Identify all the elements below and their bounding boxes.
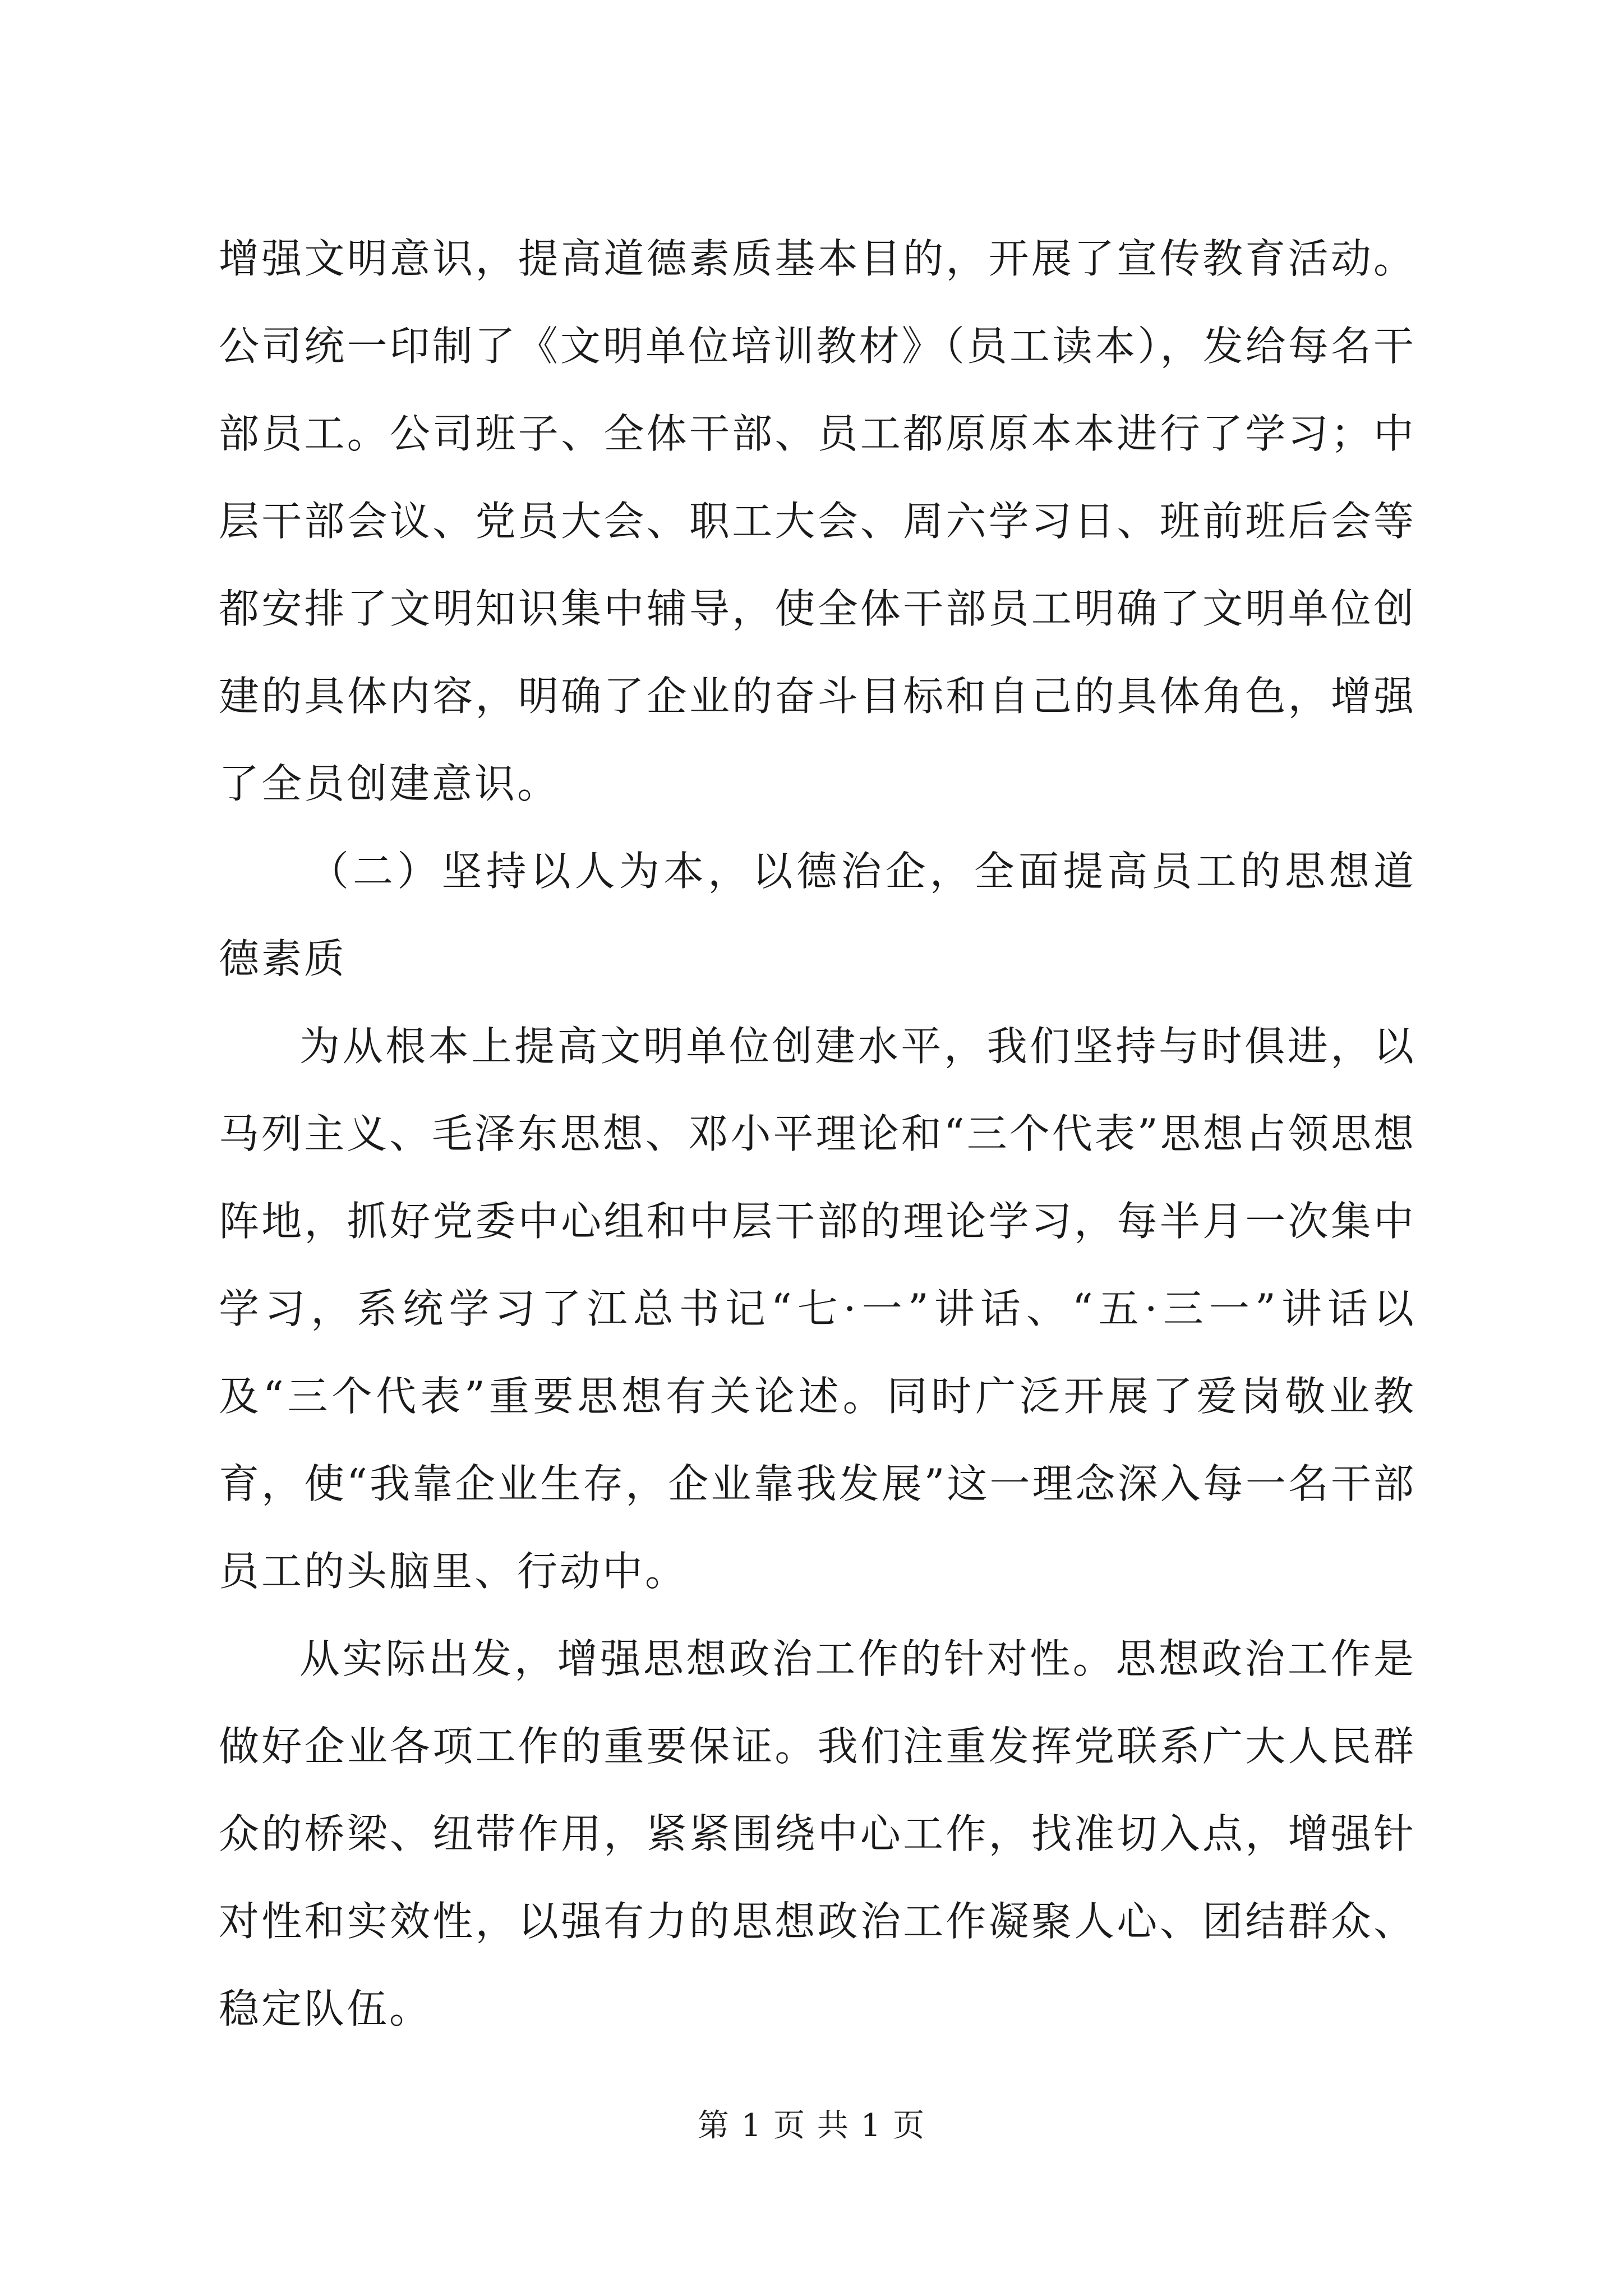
- page-number-footer: 第 1 页 共 1 页: [697, 2108, 926, 2144]
- paragraph-political-work: 从实际出发，增强思想政治工作的针对性。思想政治工作是做好企业各项工作的重要保证。我们注重发挥党联系广大人民群众的桥梁、纽带作用，紧紧围绕中心工作，找准切入点，增强针对性和实效性，以强有力的思想政治工作凝聚人心、团结群众、稳定队伍。: [219, 1635, 1416, 2032]
- paragraph-theory-study: 为从根本上提高文明单位创建水平，我们坚持与时俱进，以马列主义、毛泽东思想、邓小平理论和“三个代表”思想占领思想阵地，抓好党委中心组和中层干部的理论学习，每半月一次集中学习，系统学习了江总书记“七·一”讲话、“五·三一”讲话以及“三个代表”重要思想有关论述。同时广泛开展了爱岗敬业教育，使“我靠企业生存，企业靠我发展”这一理念深入每一名干部员工的头脑里、行动中。: [219, 1023, 1416, 1595]
- section-heading-moral-quality: （二）坚持以人为本，以德治企，全面提高员工的思想道德素质: [219, 848, 1416, 982]
- paragraph-publicity-education: 增强文明意识，提高道德素质基本目的，开展了宣传教育活动。公司统一印制了《文明单位培训教材》（员工读本），发给每名干部员工。公司班子、全体干部、员工都原原本本进行了学习；中层干部会议、党员大会、职工大会、周六学习日、班前班后会等都安排了文明知识集中辅导，使全体干部员工明确了文明单位创建的具体内容，明确了企业的奋斗目标和自己的具体角色，增强了全员创建意识。: [219, 235, 1416, 807]
- document-body: [219, 215, 1416, 2053]
